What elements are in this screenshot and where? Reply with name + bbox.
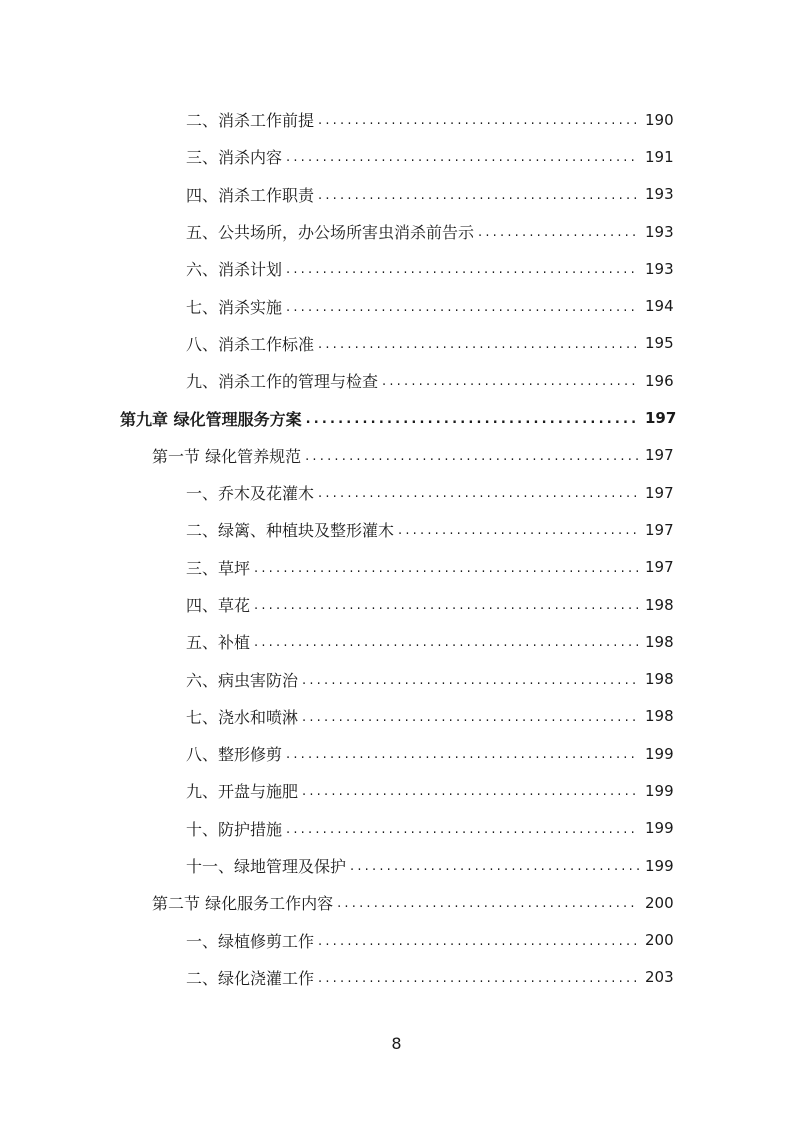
- toc-subsection-entry[interactable]: [0, 213, 793, 250]
- toc-entry-title: 第一节 绿化管养规范: [152, 446, 302, 466]
- dot-leader: [254, 598, 639, 613]
- toc-section-entry[interactable]: [0, 437, 793, 474]
- dot-leader: [398, 523, 639, 538]
- toc-entry-title: 一、乔木及花灌木: [186, 484, 315, 504]
- dot-leader: [286, 822, 639, 837]
- toc-entry-page: 199: [645, 781, 674, 800]
- dot-leader: [302, 673, 639, 688]
- toc-subsection-entry[interactable]: [0, 698, 793, 735]
- toc-entry-page: 198: [645, 707, 674, 726]
- toc-subsection-entry[interactable]: [0, 325, 793, 362]
- toc-subsection-entry[interactable]: [0, 660, 793, 697]
- dot-leader: [382, 374, 639, 389]
- dot-leader: [286, 300, 639, 315]
- toc-subsection-entry[interactable]: [0, 474, 793, 511]
- toc-entry-title: 十、防护措施: [186, 819, 283, 839]
- toc-subsection-entry[interactable]: [0, 138, 793, 175]
- toc-entry-title: 十一、绿地管理及保护: [186, 857, 347, 877]
- toc-entry-page: 198: [645, 632, 674, 651]
- toc-entry-title: 七、消杀实施: [186, 297, 283, 317]
- toc-entry-page: 197: [645, 558, 674, 577]
- toc-entry-page: 199: [645, 856, 674, 875]
- toc-entry-page: 197: [645, 446, 674, 465]
- table-of-contents: [0, 101, 793, 996]
- dot-leader: [478, 225, 639, 240]
- toc-subsection-entry[interactable]: [0, 362, 793, 399]
- dot-leader: [305, 449, 639, 464]
- toc-entry-title: 七、浇水和喷淋: [186, 707, 299, 727]
- dot-leader: [286, 150, 639, 165]
- toc-subsection-entry[interactable]: [0, 287, 793, 324]
- toc-entry-page: 197: [645, 520, 674, 539]
- dot-leader: [306, 412, 639, 427]
- toc-subsection-entry[interactable]: [0, 922, 793, 959]
- toc-entry-page: 199: [645, 744, 674, 763]
- dot-leader: [318, 113, 639, 128]
- toc-entry-page: 191: [645, 147, 674, 166]
- toc-subsection-entry[interactable]: [0, 549, 793, 586]
- toc-entry-title: 五、公共场所，办公场所害虫消杀前告示: [186, 223, 475, 243]
- toc-entry-title: 八、消杀工作标准: [186, 334, 315, 354]
- toc-subsection-entry[interactable]: [0, 735, 793, 772]
- toc-entry-title: 九、消杀工作的管理与检查: [186, 372, 379, 392]
- toc-entry-title: 二、绿篱、种植块及整形灌木: [186, 521, 395, 541]
- toc-chapter-entry[interactable]: [0, 399, 793, 436]
- dot-leader: [286, 262, 639, 277]
- toc-subsection-entry[interactable]: [0, 586, 793, 623]
- toc-subsection-entry[interactable]: [0, 101, 793, 138]
- toc-entry-page: 200: [645, 931, 674, 950]
- toc-subsection-entry[interactable]: [0, 810, 793, 847]
- dot-leader: [318, 934, 639, 949]
- dot-leader: [286, 747, 639, 762]
- toc-subsection-entry[interactable]: [0, 250, 793, 287]
- toc-entry-page: 195: [645, 334, 674, 353]
- toc-entry-page: 198: [645, 670, 674, 689]
- toc-entry-title: 六、消杀计划: [186, 260, 283, 280]
- toc-entry-title: 四、草花: [186, 596, 251, 615]
- toc-entry-page: 203: [645, 968, 674, 987]
- toc-entry-title: 第九章 绿化管理服务方案: [120, 409, 302, 429]
- toc-entry-page: 196: [645, 371, 674, 390]
- toc-entry-page: 198: [645, 595, 674, 614]
- toc-subsection-entry[interactable]: [0, 623, 793, 660]
- toc-entry-title: 三、草坪: [186, 558, 251, 578]
- toc-entry-title: 四、消杀工作职责: [186, 185, 315, 205]
- toc-entry-page: 200: [645, 893, 674, 912]
- dot-leader: [337, 896, 639, 911]
- toc-subsection-entry[interactable]: [0, 176, 793, 213]
- toc-entry-page: 193: [645, 222, 674, 241]
- toc-entry-title: 九、开盘与施肥: [186, 782, 299, 802]
- toc-entry-page: 193: [645, 259, 674, 278]
- toc-entry-title: 一、绿植修剪工作: [186, 931, 315, 951]
- dot-leader: [318, 337, 639, 352]
- toc-entry-page: 197: [645, 409, 677, 428]
- dot-leader: [254, 635, 639, 650]
- toc-subsection-entry[interactable]: [0, 959, 793, 996]
- dot-leader: [254, 561, 639, 576]
- toc-entry-page: 194: [645, 297, 674, 316]
- toc-subsection-entry[interactable]: [0, 511, 793, 548]
- dot-leader: [350, 859, 639, 874]
- toc-entry-title: 三、消杀内容: [186, 148, 283, 168]
- toc-entry-title: 二、消杀工作前提: [186, 111, 315, 131]
- toc-entry-title: 八、整形修剪: [186, 745, 283, 765]
- dot-leader: [302, 784, 639, 799]
- toc-section-entry[interactable]: [0, 884, 793, 921]
- toc-subsection-entry[interactable]: [0, 847, 793, 884]
- toc-entry-title: 五、补植: [186, 633, 251, 653]
- toc-entry-title: 六、病虫害防治: [186, 670, 299, 690]
- dot-leader: [318, 971, 639, 986]
- dot-leader: [318, 486, 639, 501]
- toc-entry-page: 190: [645, 110, 674, 129]
- dot-leader: [302, 710, 639, 725]
- toc-entry-page: 199: [645, 819, 674, 838]
- toc-entry-title: 二、绿化浇灌工作: [186, 968, 315, 988]
- dot-leader: [318, 188, 639, 203]
- toc-entry-title: 第二节 绿化服务工作内容: [152, 894, 334, 914]
- toc-entry-page: 197: [645, 483, 674, 502]
- page-number: 8: [391, 1034, 402, 1053]
- toc-entry-page: 193: [645, 185, 674, 204]
- toc-subsection-entry[interactable]: [0, 772, 793, 809]
